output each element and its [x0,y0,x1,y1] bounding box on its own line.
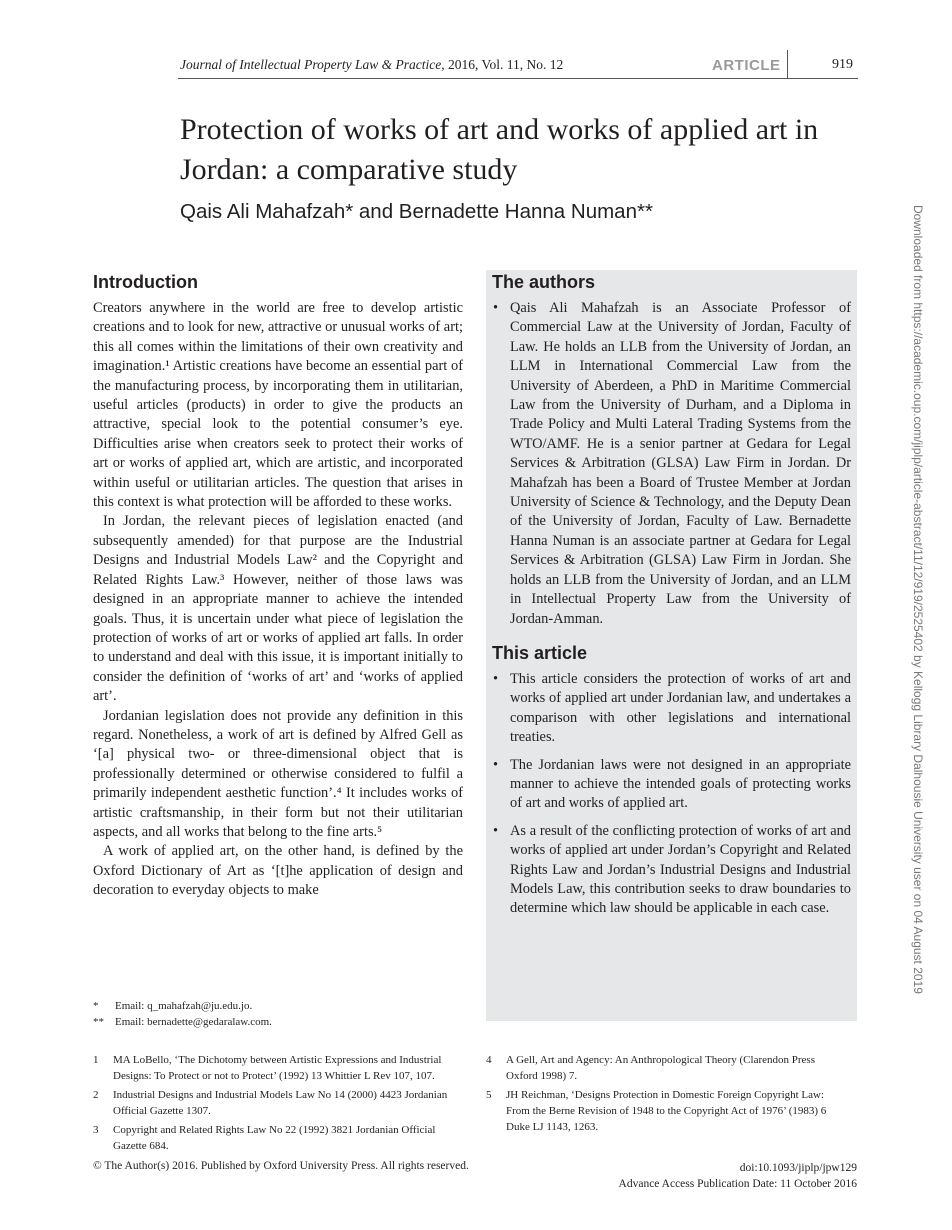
author-line: Qais Ali Mahafzah* and Bernadette Hanna Numan** [180,200,653,223]
footnote-mark: ** [93,1016,104,1028]
authors-heading: The authors [492,272,596,292]
list-item: • This article considers the protection of works of art and works of applied art under Jordanian law, and undertakes a comparison with other legislations and international treaties. [492,670,851,748]
footnote-text: MA LoBello, ‘The Dichotomy between Artistic Expressions and Industrial Designs: To Protect or not to Protect’ (1992) 13 Whittier L Rev 107, 107. [113,1054,442,1082]
footnote-number: 1 [93,1054,99,1066]
footnote [93,1122,468,1154]
footnote [93,1087,468,1119]
footnote [93,1052,468,1084]
footnotes-left [93,1052,468,1157]
footnote-mark: * [93,1000,99,1012]
footnotes-right [486,1052,846,1138]
doi: doi:10.1093/jiplp/jpw129 [739,1162,857,1174]
publication-info [619,1160,857,1192]
footnote-number: 4 [486,1054,492,1066]
page-number: 919 [832,57,853,72]
list-item: • The Jordanian laws were not designed in an appropriate manner to achieve the intended goals of protecting works of art and works of applied art. [492,756,851,814]
authors-list [492,299,851,629]
footnote [486,1052,846,1084]
journal-issue: , 2016, Vol. 11, No. 12 [441,57,564,72]
paragraph: A work of applied art, on the other hand, is defined by the Oxford Dictionary of Art as ‘[t]he application of design and decoration to everyday objects to make [93,843,463,899]
paragraph: Jordanian legislation does not provide any definition in this regard. Nonetheless, a work of art is defined by Alfred Gell as ‘[a] physical two- or three-dimensional object that is professionally determined or otherwise considered to fulfil a primarily independent aesthetic function’.⁴ It includes works of artistic craftsmanship, in their form but not their utilitarian aspects, and all works that belong to the fine arts.⁵ [93,707,463,840]
footnote-number: 3 [93,1124,99,1136]
list-item: • Qais Ali Mahafzah is an Associate Professor of Commercial Law at the University of Jordan, Faculty of Law. He holds an LLB from the University of Jordan, an LLM in International Commercial Law from the University of Aberdeen, a PhD in Maritime Commercial Law from the University of Durham, and a Diploma in Trade Policy and Multi Lateral Trading Systems from the WTO/AMF. He is a senior partner at Gedara for Legal Services & Arbitration (GLSA) Law Firm in Jordan. Dr Mahafzah has been a Board of Trustee Member at Jordan University of Science & Technology, and the Deputy Dean of the University of Jordan, Faculty of Law. Bernadette Hanna Numan is an associate partner at Gedara for Legal Services & Arbitration (GLSA) Law Firm in Jordan. She holds an LLB from the University of Jordan, and an LLM in Intellectual Property Law from the University of Jordan-Amman. [492,299,851,629]
section-heading: Introduction [93,272,198,292]
list-item: • As a result of the conflicting protection of works of art and works of applied art under Jordan’s Copyright and Related Rights Law and Jordan’s Industrial Designs and Industrial Models Law, this contribution seeks to draw boundaries to determine which law should be applicable in each case. [492,822,851,919]
introduction-section [93,272,463,901]
email: Email: bernadette@gedaralaw.com. [115,1016,272,1028]
footnote-text: A Gell, Art and Agency: An Anthropological Theory (Clarendon Press Oxford 1998) 7. [506,1054,815,1082]
footnote-number: 5 [486,1089,492,1101]
header-divider [787,50,788,78]
journal-name: Journal of Intellectual Property Law & Practice [180,57,442,72]
article-points-list [492,670,851,919]
this-article-heading: This article [492,642,588,663]
access-date: Advance Access Publication Date: 11 October 2016 [618,1178,857,1190]
copyright-notice: © The Author(s) 2016. Published by Oxford University Press. All rights reserved. [93,1160,469,1172]
footnote-text: JH Reichman, ‘Designs Protection in Domestic Foreign Copyright Law: From the Berne Revision of 1948 to the Copyright Act of 1976’ (1983) 6 Duke LJ 1143, 1263. [506,1089,827,1133]
footnote-number: 2 [93,1089,99,1101]
paper-title: Protection of works of art and works of applied art in Jordan: a comparative study [180,113,819,186]
footnote-text: Industrial Designs and Industrial Models Law No 14 (2000) 4423 Jordanian Official Gazette 1307. [113,1089,448,1117]
article-label: ARTICLE [712,57,781,74]
email: Email: q_mahafzah@ju.edu.jo. [115,1000,253,1012]
paragraph: In Jordan, the relevant pieces of legislation enacted (and subsequently amended) for that purpose are the Industrial Designs and Industrial Models Law² and the Copyright and Related Rights Law.³ However, neither of those laws was designed in an appropriate manner to achieve the intended goals. Thus, it is uncertain under what piece of legislation the protection of works of art or works of applied art falls. In order to understand and deal with this issue, it is important initially to consider the definition of ‘works of art’ and ‘works of applied art’. [93,513,463,705]
footnote-text: Copyright and Related Rights Law No 22 (1992) 3821 Jordanian Official Gazette 684. [113,1124,436,1152]
footnote [486,1087,846,1135]
journal-header [180,57,563,73]
author-emails [93,998,272,1030]
summary-box [486,270,857,1021]
paragraph: Creators anywhere in the world are free to develop artistic creations and to look for new, attractive or unusual works of art; this all comes within the limitations of their own creativity and imagination.¹ Artistic creations have become an essential part of the manufacturing process, by incorporating them in utilitarian, useful articles (products) in order to give the products an attractive, special look to the potential consumer’s eye. Difficulties arise when creators seek to protect their works of art or works of applied art, which are artistic, and incorporated within useful or utilitarian articles. The question that arises in this context is what protection will be afforded to these works. [93,300,463,511]
header-rule [178,78,858,79]
download-watermark: Downloaded from https://academic.oup.com/jiplp/article-abstract/11/12/919/2525402 by Kellogg Library Dalhousie University user on 04 August 2019 [911,205,925,994]
